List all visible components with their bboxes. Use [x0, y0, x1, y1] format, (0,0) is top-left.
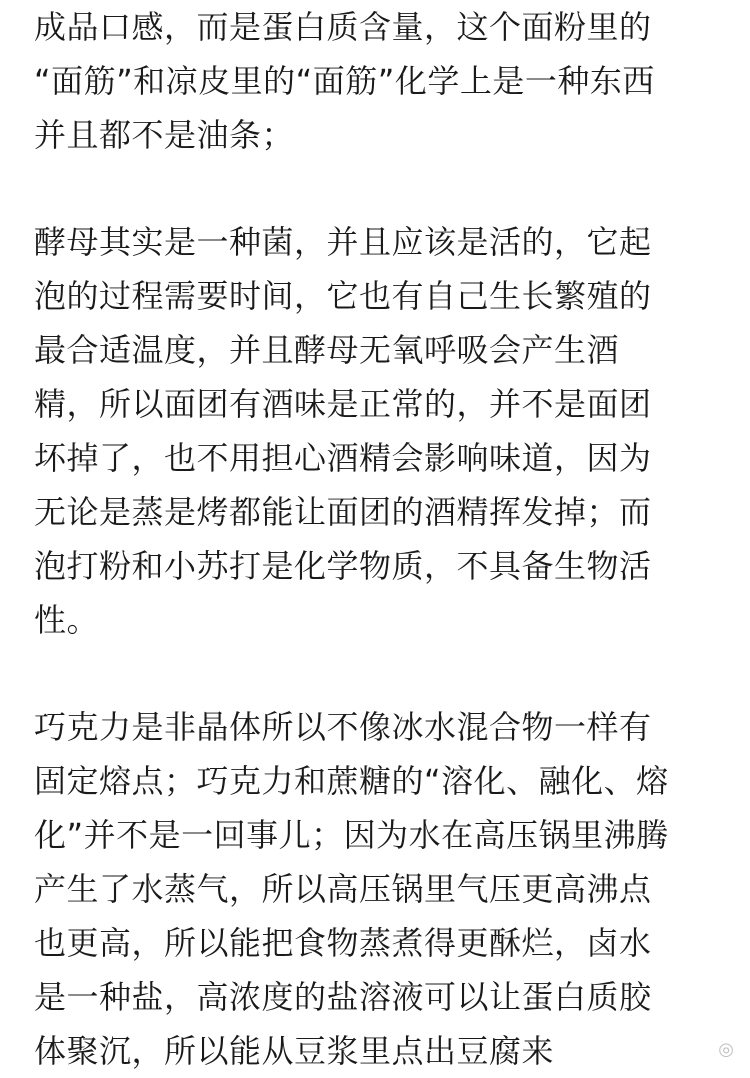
- text-line: 固定熔点；巧克力和蔗糖的“溶化、融化、熔: [34, 762, 669, 800]
- text-line: 泡的过程需要时间，它也有自己生长繁殖的: [34, 277, 652, 315]
- text-line: 体聚沉，所以能从豆浆里点出豆腐来: [34, 1032, 555, 1070]
- watermark: ◎: [718, 1039, 734, 1060]
- text-line: 酵母其实是一种菌，并且应该是活的，它起: [34, 223, 652, 261]
- text-line: 泡打粉和小苏打是化学物质，不具备生物活: [34, 547, 652, 585]
- text-line: 成品口感，而是蛋白质含量，这个面粉里的: [34, 8, 652, 46]
- text-line: 坏掉了，也不用担心酒精会影响味道，因为: [34, 439, 652, 477]
- text-line: 化”并不是一回事儿；因为水在高压锅里沸腾: [34, 816, 669, 854]
- text-line: 无论是蒸是烤都能让面团的酒精挥发掉；而: [34, 493, 652, 531]
- text-line: 最合适温度，并且酵母无氧呼吸会产生酒: [34, 331, 620, 369]
- text-line: 产生了水蒸气，所以高压锅里气压更高沸点: [34, 870, 652, 908]
- text-line: 性。: [34, 601, 100, 639]
- text-line: 并且都不是油条；: [34, 116, 295, 154]
- text-line: 精，所以面团有酒味是正常的，并不是面团: [34, 385, 652, 423]
- text-line: 巧克力是非晶体所以不像冰水混合物一样有: [34, 708, 652, 746]
- text-line: “面筋”和凉皮里的“面筋”化学上是一种东西: [34, 62, 655, 100]
- text-line: 也更高，所以能把食物蒸煮得更酥烂，卤水: [34, 924, 652, 962]
- text-line: 是一种盐，高浓度的盐溶液可以让蛋白质胶: [34, 978, 652, 1016]
